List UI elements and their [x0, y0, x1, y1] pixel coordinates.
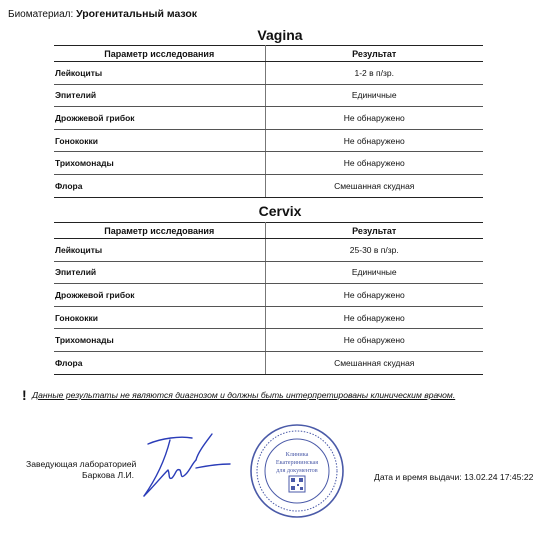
result-cell: Не обнаружено — [265, 329, 483, 352]
qr-code-icon — [289, 476, 305, 492]
table-row — [54, 351, 483, 374]
parameter-cell: Гонококки — [54, 306, 265, 329]
stamp-text-3: для документов — [276, 467, 318, 474]
table-row — [54, 152, 483, 175]
signatory-name: Баркова Л.И. — [82, 470, 135, 480]
issue-value: 13.02.24 17:45:22 — [464, 472, 534, 482]
table-row — [54, 261, 483, 284]
parameter-cell: Дрожжевой грибок — [54, 284, 265, 307]
parameter-cell: Гонококки — [54, 129, 265, 152]
result-cell: 1-2 в п/зр. — [265, 62, 483, 85]
parameter-cell: Эпителий — [54, 84, 265, 107]
column-header-result: Результат — [265, 46, 483, 62]
section-title-cervix: Cervix — [258, 203, 302, 219]
result-cell: Не обнаружено — [265, 152, 483, 175]
table-row — [54, 284, 483, 307]
exclamation-icon: ! — [22, 387, 27, 403]
table-header-row — [54, 223, 483, 239]
table-header-row — [54, 46, 483, 62]
signature-image — [140, 430, 232, 502]
disclaimer-text: Данные результаты не являются диагнозом и должны быть интерпретированы клиническим врачом. — [32, 390, 456, 400]
parameter-cell: Лейкоциты — [54, 239, 265, 262]
parameter-cell: Эпителий — [54, 261, 265, 284]
result-cell: Не обнаружено — [265, 107, 483, 130]
result-cell: Не обнаружено — [265, 284, 483, 307]
table-row — [54, 62, 483, 85]
result-cell: Не обнаружено — [265, 306, 483, 329]
section-title-vagina: Vagina — [257, 27, 303, 43]
table-row — [54, 329, 483, 352]
column-header-parameter: Параметр исследования — [54, 46, 265, 62]
table-row — [54, 107, 483, 130]
biomaterial-value: Урогенитальный мазок — [76, 8, 198, 20]
result-cell: Смешанная скудная — [265, 351, 483, 374]
biomaterial-line — [8, 8, 197, 20]
result-cell: Единичные — [265, 261, 483, 284]
result-cell: Смешанная скудная — [265, 174, 483, 197]
table-row — [54, 84, 483, 107]
parameter-cell: Флора — [54, 351, 265, 374]
result-cell: Не обнаружено — [265, 129, 483, 152]
disclaimer — [22, 387, 455, 403]
table-row — [54, 306, 483, 329]
table-row — [54, 174, 483, 197]
parameter-cell: Трихомонады — [54, 152, 265, 175]
stamp-text-2: Екатерининская — [275, 459, 319, 466]
issue-label: Дата и время выдачи: — [374, 472, 462, 482]
parameter-cell: Дрожжевой грибок — [54, 107, 265, 130]
table-row — [54, 239, 483, 262]
parameter-cell: Флора — [54, 174, 265, 197]
result-cell: Единичные — [265, 84, 483, 107]
clinic-stamp — [248, 422, 346, 520]
column-header-parameter: Параметр исследования — [54, 223, 265, 239]
table-row — [54, 129, 483, 152]
signatory-title: Заведующая лабораторией — [26, 459, 137, 469]
parameter-cell: Трихомонады — [54, 329, 265, 352]
results-table-cervix — [54, 222, 483, 375]
column-header-result: Результат — [265, 223, 483, 239]
issue-datetime — [374, 472, 533, 482]
biomaterial-label: Биоматериал: — [8, 9, 74, 20]
parameter-cell: Лейкоциты — [54, 62, 265, 85]
result-cell: 25-30 в п/зр. — [265, 239, 483, 262]
stamp-text-1: Клиника — [285, 451, 309, 458]
results-table-vagina — [54, 45, 483, 198]
